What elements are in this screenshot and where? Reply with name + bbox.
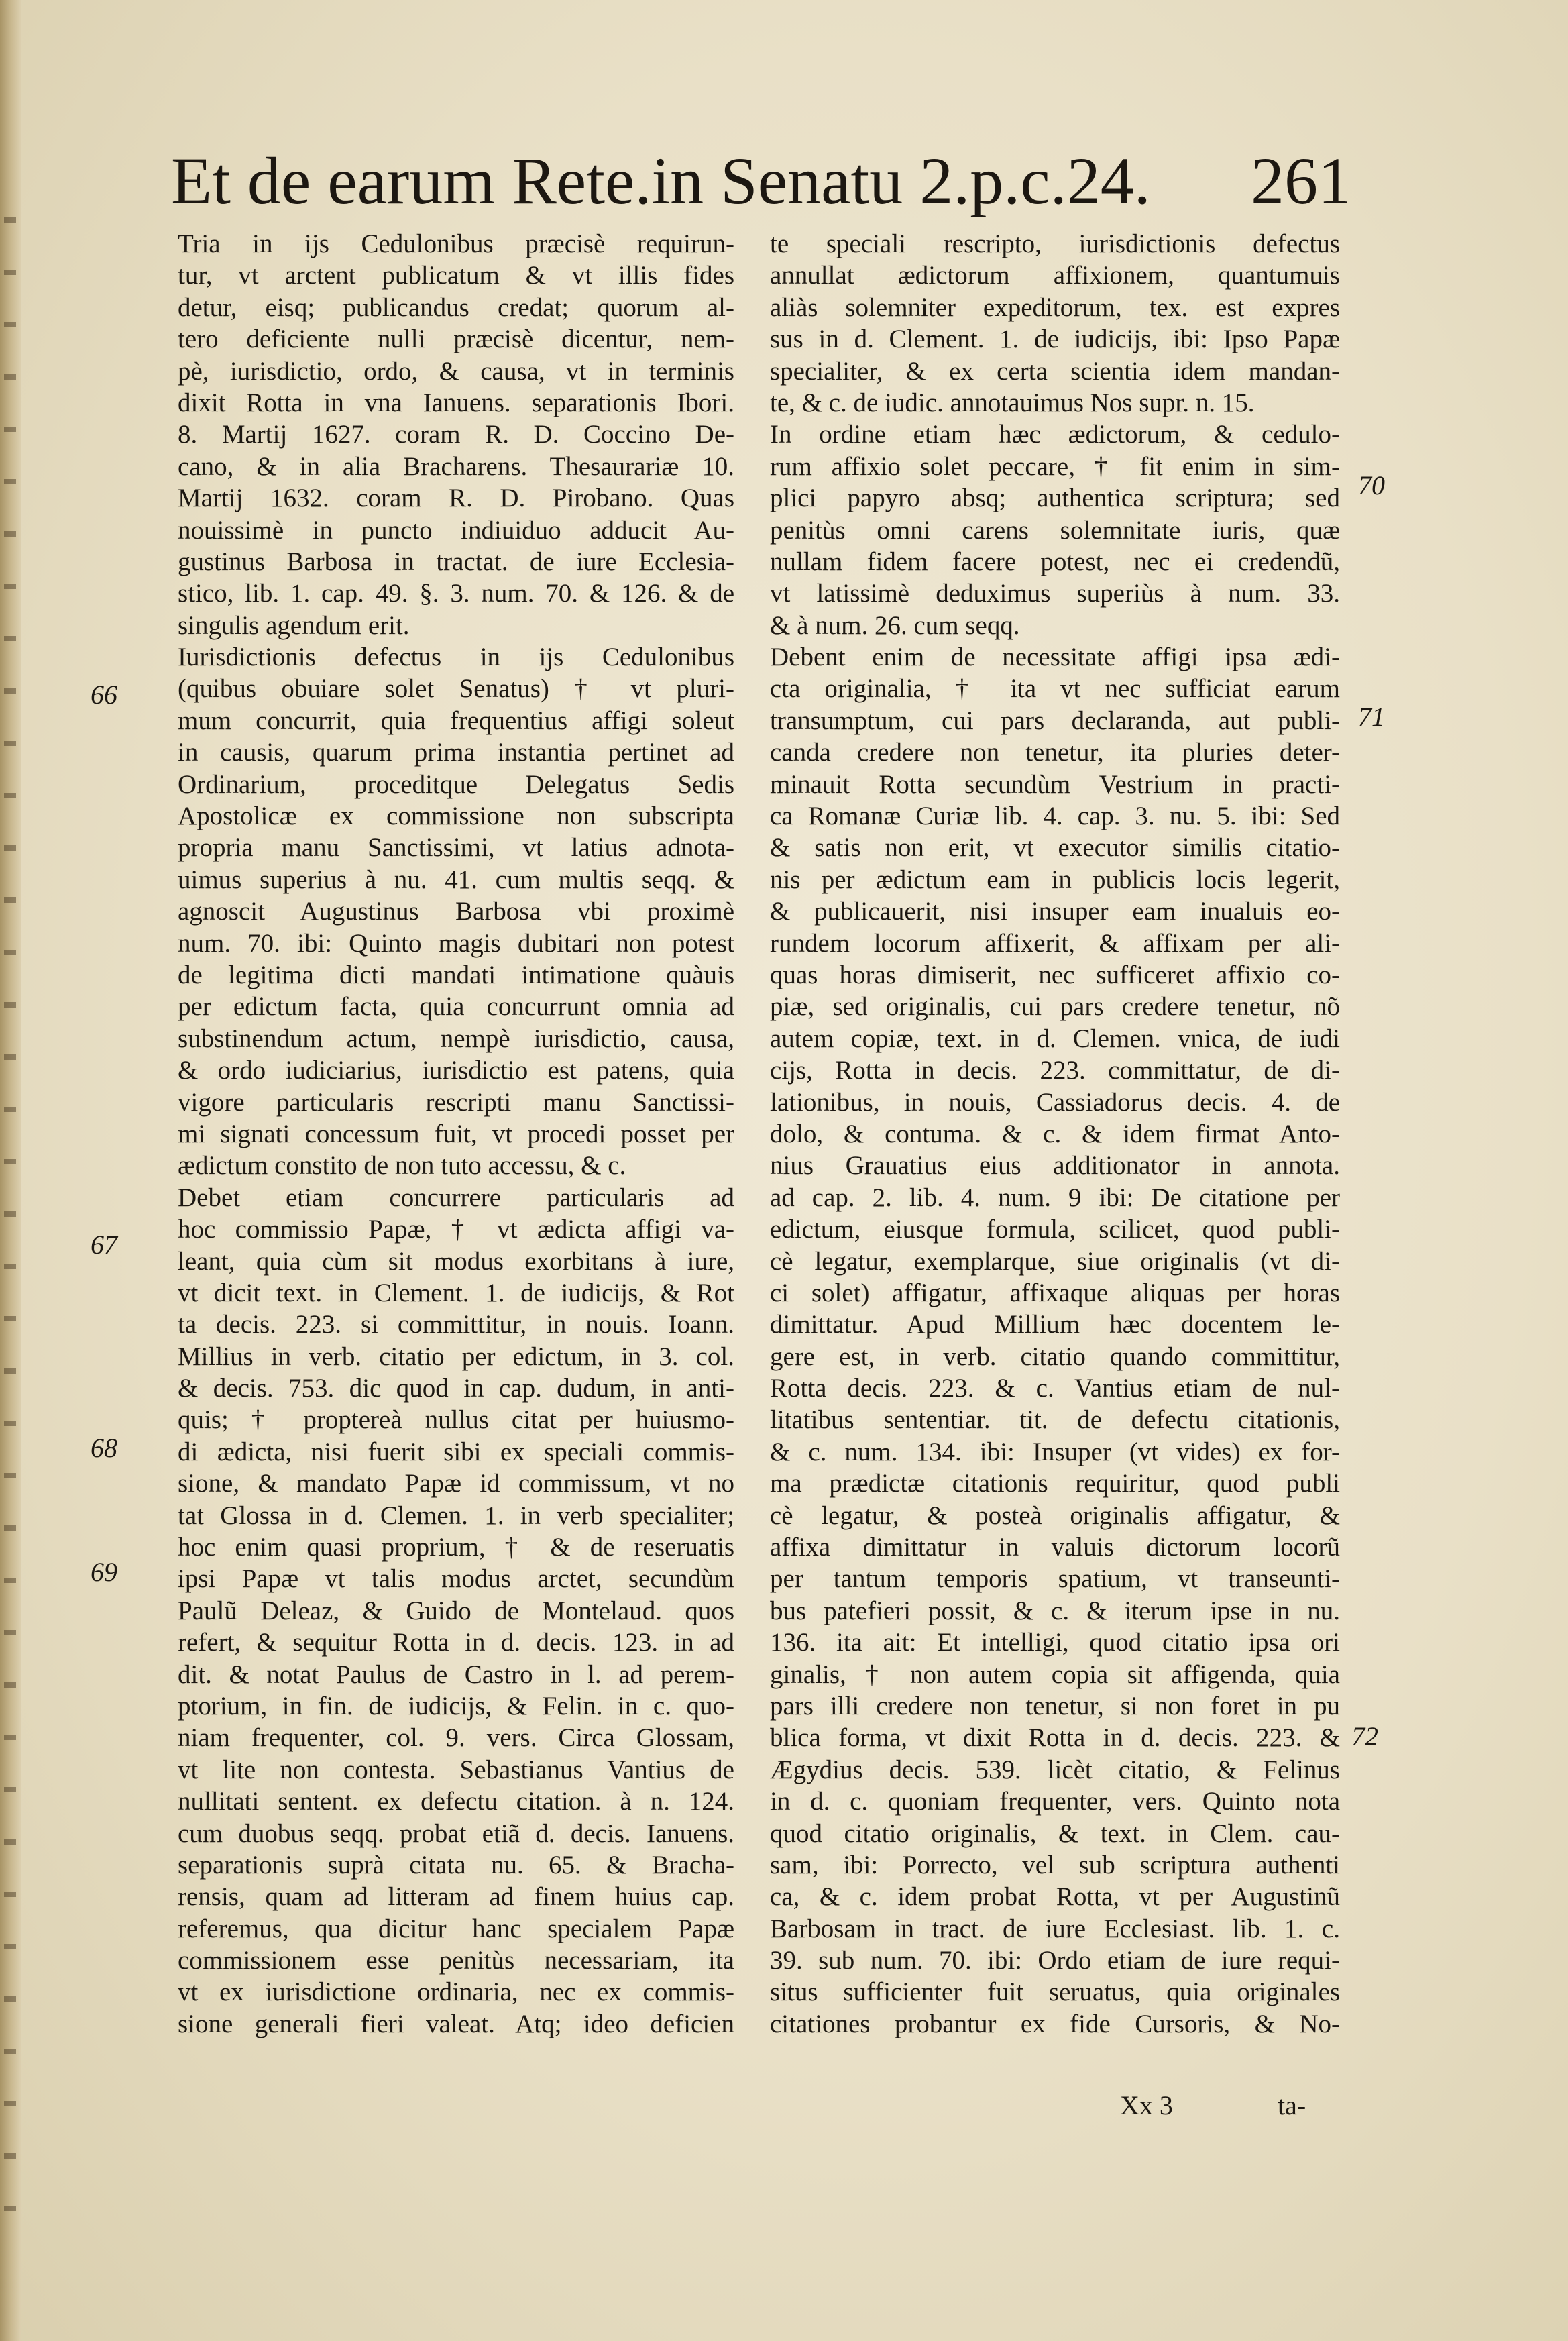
text-line: (quibus obuiare solet Senatus) † vt pluri- xyxy=(178,674,734,704)
text-line: ad cap. 2. lib. 4. num. 9 ibi: De citatione per xyxy=(770,1183,1340,1212)
text-line: mi signati concessum fuit, vt procedi posset per xyxy=(178,1119,734,1148)
text-line: substinendum actum, nempè iurisdictio, causa, xyxy=(178,1024,734,1053)
text-line: Ordinarium, proceditque Delegatus Sedis xyxy=(178,769,734,799)
text-line: cano, & in alia Bracharens. Thesaurariæ 10. xyxy=(178,451,734,481)
text-line: nullam fidem facere potest, nec ei credendũ, xyxy=(770,547,1340,576)
text-line: cum duobus seqq. probat etiã d. decis. Ianuens. xyxy=(178,1818,734,1848)
margin-number-68: 68 xyxy=(91,1433,117,1463)
text-line: Barbosam in tract. de iure Ecclesiast. lib. 1. c. xyxy=(770,1914,1340,1943)
text-line: situs sufficienter fuit seruatus, quia originales xyxy=(770,1977,1340,2007)
text-line: tat Glossa in d. Clemen. 1. in verb specialiter; xyxy=(178,1501,734,1530)
text-line: quas horas dimiserit, nec sufficeret affixio co- xyxy=(770,960,1340,989)
text-line: ædictum constito de non tuto accessu, & c. xyxy=(178,1151,626,1181)
text-line: refert, & sequitur Rotta in d. decis. 123. in ad xyxy=(178,1628,734,1657)
text-line: autem copiæ, text. in d. Clemen. vnica, de iudi xyxy=(770,1024,1340,1053)
text-line: de legitima dicti mandati intimatione quàuis xyxy=(178,960,734,989)
right-text-column xyxy=(770,228,1340,2040)
text-line: dixit Rotta in vna Ianuens. separationis Ibori. xyxy=(178,388,734,417)
text-line: tero deficiente nulli præcisè dicentur, nem- xyxy=(178,325,734,354)
text-line: aliàs solemniter expeditorum, tex. est expres xyxy=(770,292,1340,322)
margin-number-72: 72 xyxy=(1351,1721,1378,1751)
text-line: Paulũ Deleaz, & Guido de Montelaud. quos xyxy=(178,1596,734,1625)
text-line: tur, vt arctent publicatum & vt illis fides xyxy=(178,261,734,290)
text-line: edictum, eiusque formula, scilicet, quod publi- xyxy=(770,1215,1340,1244)
text-line: Millius in verb. citatio per edictum, in 3. col. xyxy=(178,1342,734,1371)
text-line: blica forma, vt dixit Rotta in d. decis. 223. & xyxy=(770,1723,1340,1753)
text-line: & decis. 753. dic quod in cap. dudum, in anti- xyxy=(178,1374,734,1403)
text-line: gere est, in verb. citatio quando committitur, xyxy=(770,1342,1340,1371)
text-line: Tria in ijs Cedulonibus præcisè requirun- xyxy=(178,229,734,258)
text-line: pè, iurisdictio, ordo, & causa, vt in terminis xyxy=(178,356,734,386)
text-line: di ædicta, nisi fuerit sibi ex speciali commis- xyxy=(178,1437,734,1466)
text-line: vt dicit text. in Clement. 1. de iudicijs, & Rot xyxy=(178,1278,734,1307)
text-line: ca Romanæ Curiæ lib. 4. cap. 3. nu. 5. ibi: Sed xyxy=(770,802,1340,831)
text-line: detur, eisq; publicandus credat; quorum al- xyxy=(178,292,734,322)
text-line: te speciali rescripto, iurisdictionis defectus xyxy=(770,229,1340,258)
text-line: ta decis. 223. si committitur, in nouis. Ioann. xyxy=(178,1310,734,1340)
text-line: niam frequenter, col. 9. vers. Circa Glossam, xyxy=(178,1723,734,1753)
text-line: sus in d. Clement. 1. de iudicijs, ibi: Ipso Papæ xyxy=(770,325,1340,354)
text-line: 136. ita ait: Et intelligi, quod citatio ipsa ori xyxy=(770,1628,1340,1657)
text-line: penitùs omni carens solemnitate iuris, quæ xyxy=(770,515,1340,545)
running-header xyxy=(171,131,1351,231)
text-line: litatibus sententiar. tit. de defectu citationis, xyxy=(770,1405,1340,1435)
text-line: & ordo iudiciarius, iurisdictio est patens, quia xyxy=(178,1056,734,1085)
text-line: ipsi Papæ vt talis modus arctet, secundùm xyxy=(178,1564,734,1594)
text-line: sam, ibi: Porrecto, vel sub scriptura authenti xyxy=(770,1850,1340,1880)
text-line: vt ex iurisdictione ordinaria, nec ex commis- xyxy=(178,1977,734,2007)
text-line: Martij 1632. coram R. D. Pirobano. Quas xyxy=(178,484,734,513)
text-line: citationes probantur ex fide Cursoris, & No- xyxy=(770,2009,1340,2038)
text-line: hoc commissio Papæ, † vt ædicta affigi va- xyxy=(178,1215,734,1244)
catchword: ta- xyxy=(1278,2090,1306,2120)
text-line: dimittatur. Apud Millium hæc docentem le- xyxy=(770,1310,1340,1340)
text-line: 8. Martij 1627. coram R. D. Coccino De- xyxy=(178,420,734,449)
text-line: annullat ædictorum affixionem, quantumuis xyxy=(770,261,1340,290)
text-line: gustinus Barbosa in tractat. de iure Ecclesia- xyxy=(178,547,734,576)
text-line: hoc enim quasi proprium, † & de reseruatis xyxy=(178,1533,734,1562)
text-line: dit. & notat Paulus de Castro in l. ad perem- xyxy=(178,1659,734,1689)
text-line: sione generali fieri valeat. Atq; ideo deficien xyxy=(178,2009,734,2038)
page-number: 261 xyxy=(1251,144,1351,218)
text-line: cè legatur, & posteà originalis affigatur, & xyxy=(770,1501,1340,1530)
text-line: & publicauerit, nisi insuper eam inualuis eo- xyxy=(770,897,1340,926)
text-line: ci solet) affigatur, affixaque aliquas per horas xyxy=(770,1278,1340,1307)
text-line: rensis, quam ad litteram ad finem huius cap. xyxy=(178,1882,734,1912)
text-line: per edictum facta, quia concurrunt omnia ad xyxy=(178,992,734,1022)
text-line: In ordine etiam hæc ædictorum, & cedulo- xyxy=(770,420,1340,449)
text-line: nis per ædictum eam in publicis locis legerit, xyxy=(770,865,1340,894)
text-line: ma prædictæ citationis requiritur, quod publi xyxy=(770,1469,1340,1499)
signature-mark: Xx 3 xyxy=(1120,2090,1173,2120)
text-line: & à num. 26. cum seqq. xyxy=(770,610,1020,640)
text-line: minauit Rotta secundùm Vestrium in practi- xyxy=(770,769,1340,799)
text-line: singulis agendum erit. xyxy=(178,610,410,640)
text-line: canda credere non tenetur, ita pluries deter- xyxy=(770,738,1340,767)
text-line: te, & c. de iudic. annotauimus Nos supr. n. 15. xyxy=(770,388,1255,417)
text-line: Debent enim de necessitate affigi ipsa ædi- xyxy=(770,643,1340,672)
text-line: agnoscit Augustinus Barbosa vbi proximè xyxy=(178,897,734,926)
text-line: bus patefieri possit, & c. & iterum ipse in nu. xyxy=(770,1596,1340,1625)
text-line: ptorium, in fin. de iudicijs, & Felin. in c. quo- xyxy=(178,1691,734,1721)
text-line: cijs, Rotta in decis. 223. committatur, de di- xyxy=(770,1056,1340,1085)
text-line: quod citatio originalis, & text. in Clem. cau- xyxy=(770,1818,1340,1848)
text-line: nouissimè in puncto indiuiduo adducit Au- xyxy=(178,515,734,545)
text-line: piæ, sed originalis, cui pars credere tenetur, nõ xyxy=(770,992,1340,1022)
text-line: & satis non erit, vt executor similis citatio- xyxy=(770,833,1340,863)
text-line: vt lite non contesta. Sebastianus Vantius de xyxy=(178,1755,734,1784)
text-line: ginalis, † non autem copia sit affigenda, quia xyxy=(770,1659,1340,1689)
text-line: rum affixio solet peccare, † fit enim in sim- xyxy=(770,451,1340,481)
text-line: quis; † proptereà nullus citat per huiusmo- xyxy=(178,1405,734,1435)
text-line: num. 70. ibi: Quinto magis dubitari non potest xyxy=(178,928,734,958)
text-line: nius Grauatius eius additionator in annota. xyxy=(770,1151,1340,1181)
facing-page-bleed xyxy=(4,201,16,2214)
text-line: stico, lib. 1. cap. 49. §. 3. num. 70. & 126. & de xyxy=(178,579,734,608)
margin-number-71: 71 xyxy=(1358,702,1385,732)
text-line: propria manu Sanctissimi, vt latius adnota- xyxy=(178,833,734,863)
text-line: Apostolicæ ex commissione non subscripta xyxy=(178,802,734,831)
text-line: ca, & c. idem probat Rotta, vt per Augustinũ xyxy=(770,1882,1340,1912)
margin-number-69: 69 xyxy=(91,1557,117,1587)
text-line: lationibus, in nouis, Cassiadorus decis. 4. de xyxy=(770,1087,1340,1117)
text-line: vt latissimè deduximus superiùs à num. 33. xyxy=(770,579,1340,608)
text-line: separationis suprà citata nu. 65. & Bracha- xyxy=(178,1850,734,1880)
text-line: nullitati sentent. ex defectu citation. à n. 124. xyxy=(178,1787,734,1816)
text-line: transumptum, cui pars declaranda, aut publi- xyxy=(770,706,1340,735)
text-line: vigore particularis rescripti manu Sanctissi- xyxy=(178,1087,734,1117)
margin-number-67: 67 xyxy=(91,1230,117,1260)
text-line: uimus superius à nu. 41. cum multis seqq. & xyxy=(178,865,734,894)
text-line: commissionem esse penitùs necessariam, ita xyxy=(178,1946,734,1975)
text-line: 39. sub num. 70. ibi: Ordo etiam de iure requi- xyxy=(770,1946,1340,1975)
text-line: mum concurrit, quia frequentius affigi soleut xyxy=(178,706,734,735)
text-line: referemus, qua dicitur hanc specialem Papæ xyxy=(178,1914,734,1943)
text-line: affixa dimittatur in valuis dictorum locorũ xyxy=(770,1533,1340,1562)
text-line: dolo, & contuma. & c. & idem firmat Anto- xyxy=(770,1119,1340,1148)
margin-number-66: 66 xyxy=(91,679,117,710)
text-line: rundem locorum affixerit, & affixam per ali- xyxy=(770,928,1340,958)
text-line: Ægydius decis. 539. licèt citatio, & Felinus xyxy=(770,1755,1340,1784)
text-line: cta originalia, † ita vt nec sufficiat earum xyxy=(770,674,1340,704)
running-title: Et de earum Rete.in Senatu 2.p.c.24. xyxy=(171,144,1151,218)
text-line: sione, & mandato Papæ id commissum, vt no xyxy=(178,1469,734,1499)
text-line: Iurisdictionis defectus in ijs Cedulonibus xyxy=(178,643,734,672)
text-line: leant, quia cùm sit modus exorbitans à iure, xyxy=(178,1246,734,1276)
margin-number-70: 70 xyxy=(1358,470,1385,500)
text-line: in causis, quarum prima instantia pertinet ad xyxy=(178,738,734,767)
text-line: in d. c. quoniam frequenter, vers. Quinto nota xyxy=(770,1787,1340,1816)
text-line: cè legatur, exemplarque, siue originalis (vt di- xyxy=(770,1246,1340,1276)
text-line: pars illi credere non tenetur, si non foret in pu xyxy=(770,1691,1340,1721)
text-line: & c. num. 134. ibi: Insuper (vt vides) ex for- xyxy=(770,1437,1340,1466)
text-line: Rotta decis. 223. & c. Vantius etiam de nul- xyxy=(770,1374,1340,1403)
text-line: Debet etiam concurrere particularis ad xyxy=(178,1183,734,1212)
text-line: per tantum temporis spatium, vt transeunti- xyxy=(770,1564,1340,1594)
left-text-column xyxy=(178,228,734,2040)
text-line: plici papyro absq; authentica scriptura; sed xyxy=(770,484,1340,513)
text-line: specialiter, & ex certa scientia idem mandan- xyxy=(770,356,1340,386)
